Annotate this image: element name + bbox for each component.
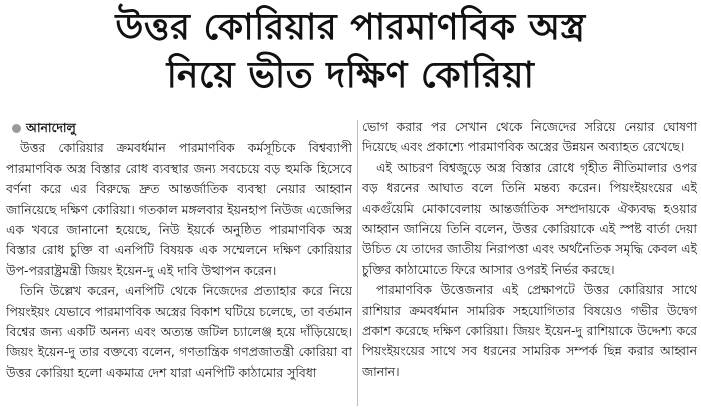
paragraph-1: উত্তর কোরিয়ার ক্রমবর্ধমান পারমাণবিক কর্মসূচিকে বিশ্বব্যাপী পারমাণবিক অস্ত্র বিস্তার রোধ ব্যবস্থার জন্য সবচেয়ে বড় হুমকি হিসেবে বর্ণনা করে এর বিরুদ্ধে দ্রুত আন্তর্জাতিক ব্যবস্থা নেয়ার আহ্বান জানিয়েছে দক্ষিণ কোরিয়া। গতকাল মঙ্গলবার ইয়নহাপ নিউজ এজেন্সির এক খবরে জানানো হয়েছে, নিউ ইয়র্কে অনুষ্ঠিত পারমাণবিক অস্ত্র বিস্তার রোধ চুক্তি বা এনপিটি বিষয়ক এক সম্মেলনে দক্ষিণ কোরিয়ার উপ-পররাষ্ট্রমন্ত্রী জিয়ং ইয়েন-দু এই দাবি উত্থাপন করেন। [6, 140, 352, 278]
column-divider [357, 120, 358, 406]
article-right-column [362, 117, 697, 409]
byline-source: আনাদোলু [26, 120, 76, 135]
headline-line-2: নিয়ে ভীত দক্ষিণ কোরিয়া [166, 55, 535, 96]
bullet-icon [12, 124, 21, 133]
headline-line-1: উত্তর কোরিয়ার পারমাণবিক অস্ত্র [115, 7, 586, 48]
headline [0, 4, 701, 100]
article-left-column [6, 118, 352, 408]
paragraph-2: তিনি উল্লেখ করেন, এনপিটি থেকে নিজেদের প্রত্যাহার করে নিয়ে পিয়ংইয়ং যেভাবে পারমাণবিক অস্ত্রের বিকাশ ঘটিয়ে চলেছে, তা বর্তমান বিশ্বের জন্য একটি অনন্য এবং অত্যন্ত জটিল চ্যালেঞ্জ হয়ে দাঁড়িয়েছে। জিয়ং ইয়েন-দু তার বক্তব্যে বলেন, গণতান্ত্রিক গণপ্রজাতন্ত্রী কোরিয়া বা উত্তর কোরিয়া হলো একমাত্র দেশ যারা এনপিটি কাঠামোর সুবিধা [6, 283, 352, 380]
byline [6, 118, 352, 138]
paragraph-3: ভোগ করার পর সেখান থেকে নিজেদের সরিয়ে নেয়ার ঘোষণা দিয়েছে এবং প্রকাশ্যে পারমাণবিক অস্ত্রের উন্নয়ন অব্যাহত রেখেছে। [362, 119, 697, 155]
paragraph-4: এই আচরণ বিশ্বজুড়ে অস্ত্র বিস্তার রোধে গৃহীত নীতিমালার ওপর বড় ধরনের আঘাত বলে তিনি মন্তব্য করেন। পিয়ংইয়ংয়ের এই একগুঁয়েমি মোকাবেলায় আন্তর্জাতিক সম্প্রদায়কে ঐক্যবদ্ধ হওয়ার আহ্বান জানিয়ে তিনি বলেন, উত্তর কোরিয়াকে এই স্পষ্ট বার্তা দেয়া উচিত যে তাদের জাতীয় নিরাপত্তা এবং অর্থনৈতিক সমৃদ্ধি কেবল এই চুক্তির কাঠামোতে ফিরে আসার ওপরই নির্ভর করছে। [362, 159, 697, 277]
paragraph-5: পারমাণবিক উত্তেজনার এই প্রেক্ষাপটে উত্তর কোরিয়ার সাথে রাশিয়ার ক্রমবর্ধমান সামরিক সহযোগিতার বিষয়েও গভীর উদ্বেগ প্রকাশ করেছে দক্ষিণ কোরিয়া। জিয়ং ইয়েন-দু রাশিয়াকে উদ্দেশ্য করে পিয়ংইয়ংয়ের সাথে সব ধরনের সামরিক সম্পর্ক ছিন্ন করার আহ্বান জানান। [362, 282, 697, 379]
